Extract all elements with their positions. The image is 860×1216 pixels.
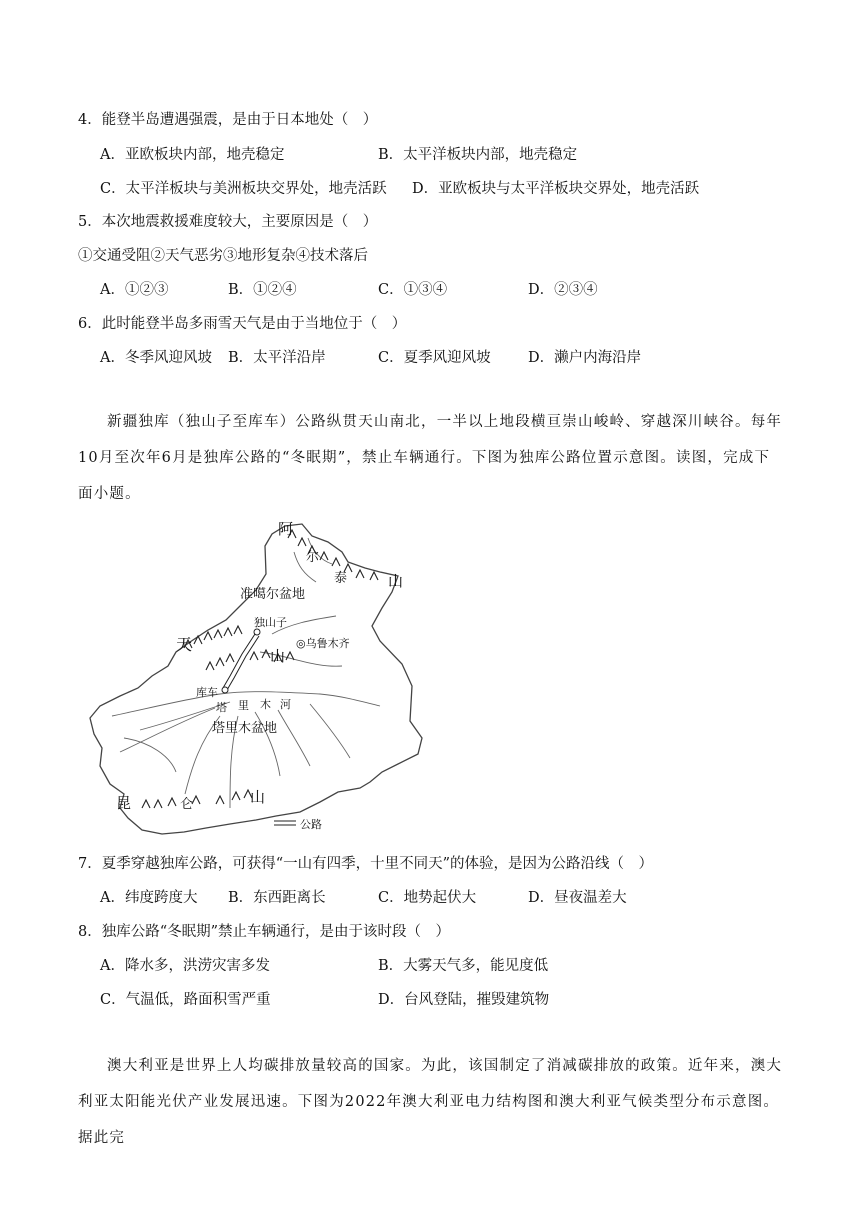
question-7-option-c: C．地势起伏大	[378, 890, 477, 906]
map-label-tian: 天	[176, 635, 193, 654]
map-label-kunlun-2: 仑	[180, 797, 194, 812]
question-7-option-a: A．纬度跨度大	[100, 890, 198, 906]
question-6-option-b: B．太平洋沿岸	[228, 350, 326, 366]
question-7-option-d: D．昼夜温差大	[528, 890, 627, 906]
question-8-option-a: A．降水多，洪涝灾害多发	[100, 958, 270, 974]
question-6-option-d: D．濑户内海沿岸	[528, 350, 642, 366]
question-4-option-d: D．亚欧板块与太平洋板块交界处，地壳活跃	[412, 181, 700, 197]
map-label-altai-4: 山	[388, 572, 404, 590]
map-label-tarim-river-1: 塔	[216, 701, 227, 714]
map-label-urumqi: ◎乌鲁木齐	[296, 637, 350, 650]
duku-highway-map	[80, 516, 485, 838]
map-label-tarim-river-4: 河	[280, 698, 291, 711]
map-label-kunlun-3: 山	[250, 788, 266, 806]
question-6-option-a: A．冬季风迎风坡	[100, 350, 212, 366]
question-5-items: ①交通受阻②天气恶劣③地形复杂④技术落后	[78, 248, 368, 264]
map-label-dushanzi: 独山子	[254, 616, 287, 629]
passage-duku-highway: 新疆独库（独山子至库车）公路纵贯天山南北，一半以上地段横亘崇山峻岭、穿越深川峡谷。每年10月至次年6月是独库公路的“冬眠期”，禁止车辆通行。下图为独库公路位置示意图。读图，完成下面小题。	[78, 414, 783, 502]
question-7-stem: 7．夏季穿越独库公路，可获得“一山有四季，十里不同天”的体验，是因为公路沿线（ ）	[78, 856, 654, 872]
map-label-altai-2: 尔	[306, 550, 320, 565]
map-label-kunlun-1: 昆	[116, 794, 132, 812]
map-legend-highway: 公路	[300, 818, 322, 831]
question-5-option-b: B．①②④	[228, 282, 297, 298]
question-4-stem: 4．能登半岛遭遇强震，是由于日本地处（ ）	[78, 112, 378, 128]
question-4-option-c: C．太平洋板块与美洲板块交界处，地壳活跃	[100, 181, 387, 197]
question-5-option-d: D．②③④	[528, 282, 598, 298]
map-label-altai-1: 阿	[278, 520, 294, 538]
question-6-option-c: C．夏季风迎风坡	[378, 350, 491, 366]
question-7-option-b: B．东西距离长	[228, 890, 326, 906]
map-label-tarim-river-3: 木	[260, 698, 271, 711]
map-label-tarim-basin: 塔里木盆地	[212, 721, 278, 736]
map-label-junggar-basin: 准噶尔盆地	[240, 587, 306, 602]
question-5-option-c: C．①③④	[378, 282, 448, 298]
map-label-altai-3: 泰	[334, 571, 348, 586]
map-label-tarim-river-2: 里	[238, 699, 249, 712]
map-legend	[274, 818, 322, 831]
question-5-stem: 5．本次地震救援难度较大，主要原因是（ ）	[78, 214, 378, 230]
map-label-kuqa: 库车	[196, 686, 218, 699]
question-4-option-b: B．太平洋板块内部，地壳稳定	[378, 147, 578, 163]
map-label-shan: 山	[270, 647, 286, 665]
question-8-stem: 8．独库公路“冬眠期”禁止车辆通行，是由于该时段（ ）	[78, 924, 451, 940]
question-8-option-b: B．大雾天气多，能见度低	[378, 958, 549, 974]
question-4-option-a: A．亚欧板块内部，地壳稳定	[100, 147, 285, 163]
question-5-option-a: A．①②③	[100, 282, 169, 298]
question-8-option-c: C．气温低，路面积雪严重	[100, 992, 271, 1008]
passage-australia-carbon: 澳大利亚是世界上人均碳排放量较高的国家。为此，该国制定了消减碳排放的政策。近年来，澳大利亚太阳能光伏产业发展迅速。下图为2022年澳大利亚电力结构图和澳大利亚气候类型分布示意图。据此完	[78, 1058, 783, 1146]
question-8-option-d: D．台风登陆，摧毁建筑物	[378, 992, 550, 1008]
question-6-stem: 6．此时能登半岛多雨雪天气是由于当地位于（ ）	[78, 316, 407, 332]
